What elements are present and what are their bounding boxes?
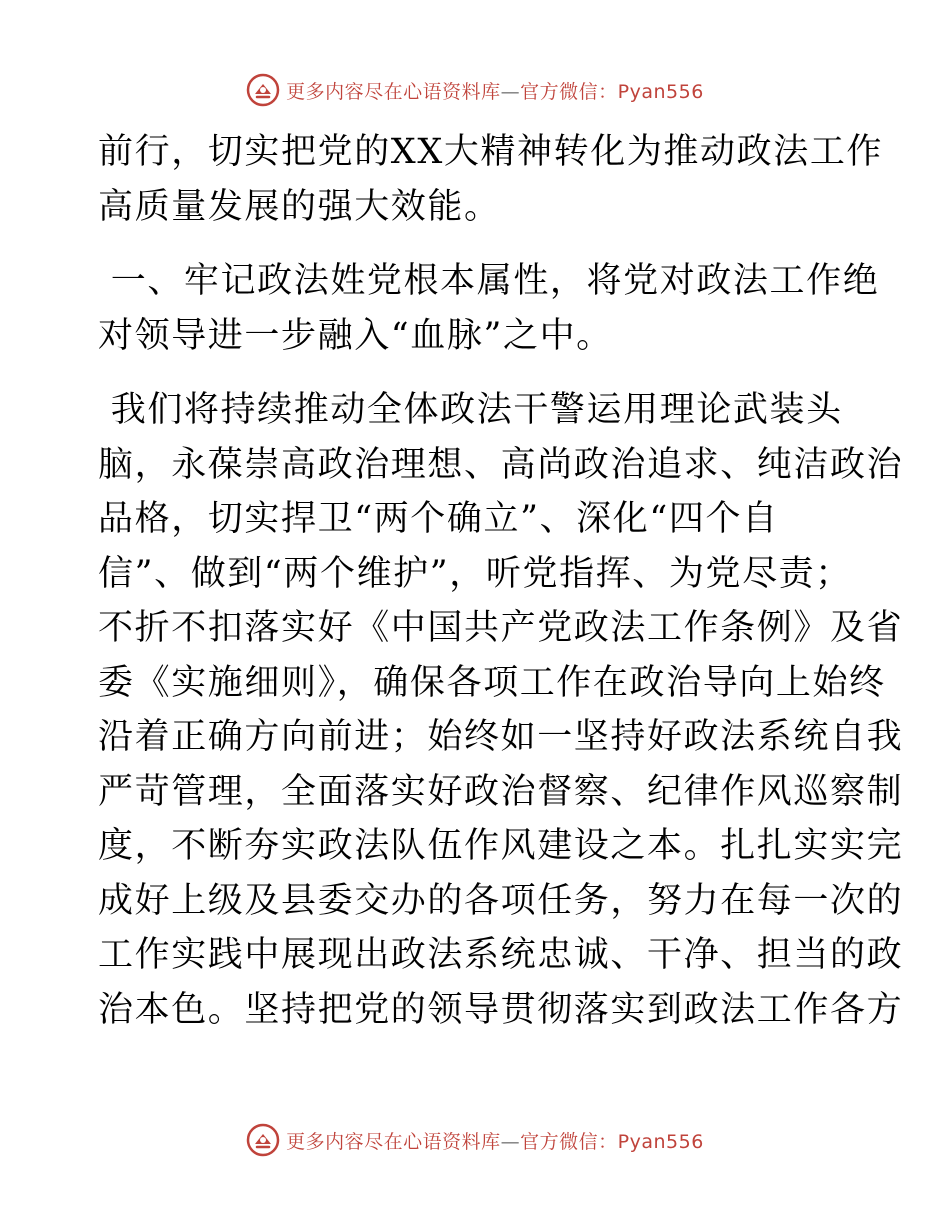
text-line: 一、牢记政法姓党根本属性，将党对政法工作绝 [98,261,880,301]
paragraph-2 [98,383,904,1037]
text-line: 严苛管理，全面落实好政治督察、纪律作风巡察制 [98,771,904,812]
banner-text-group [286,77,704,104]
banner-wechat: 官方微信：Pyan556 [520,80,704,103]
text-line: 对领导进一步融入“血脉”之中。 [98,315,613,356]
banner-title: 更多内容尽在心语资料库 [286,80,501,103]
banner-separator: — [500,1130,521,1153]
text-line: 委《实施细则》，确保各项工作在政治导向上始终 [98,662,886,703]
footer-banner [0,1120,950,1160]
banner-wechat: 官方微信：Pyan556 [520,1130,704,1153]
red-book-seal-icon [246,1123,280,1157]
banner-title: 更多内容尽在心语资料库 [286,1130,501,1153]
text-line: 高质量发展的强大效能。 [98,186,501,227]
text-line: 沿着正确方向前进；始终如一坚持好政法系统自我 [98,717,904,757]
banner-text-group [286,1127,704,1154]
text-line: 信”、做到“两个维护”，听党指挥、为党尽责； [98,553,852,594]
text-line: 品格，切实捍卫“两个确立”、深化“四个自 [98,499,779,539]
text-line: 我们将持续推动全体政法干警运用理论武装头 [98,390,843,430]
text-line: 治本色。坚持把党的领导贯彻落实到政法工作各方 [98,989,904,1030]
text-line: 不折不扣落实好《中国共产党政法工作条例》及省 [98,608,904,648]
header-banner [0,70,950,110]
document-body [98,125,904,1037]
text-line: 前行，切实把党的XX大精神转化为推动政法工作 [98,132,884,172]
text-line: 工作实践中展现出政法系统忠诚、干净、担当的政 [98,935,904,975]
text-line: 成好上级及县委交办的各项任务，努力在每一次的 [98,880,904,921]
text-line: 脑，永葆崇高政治理想、高尚政治追求、纯洁政治 [98,444,904,485]
banner-separator: — [500,80,521,103]
text-line: 度，不断夯实政法队伍作风建设之本。扎扎实实完 [98,826,904,866]
paragraph-1 [98,125,884,234]
red-book-seal-icon [246,73,280,107]
section-heading-1 [98,254,880,363]
